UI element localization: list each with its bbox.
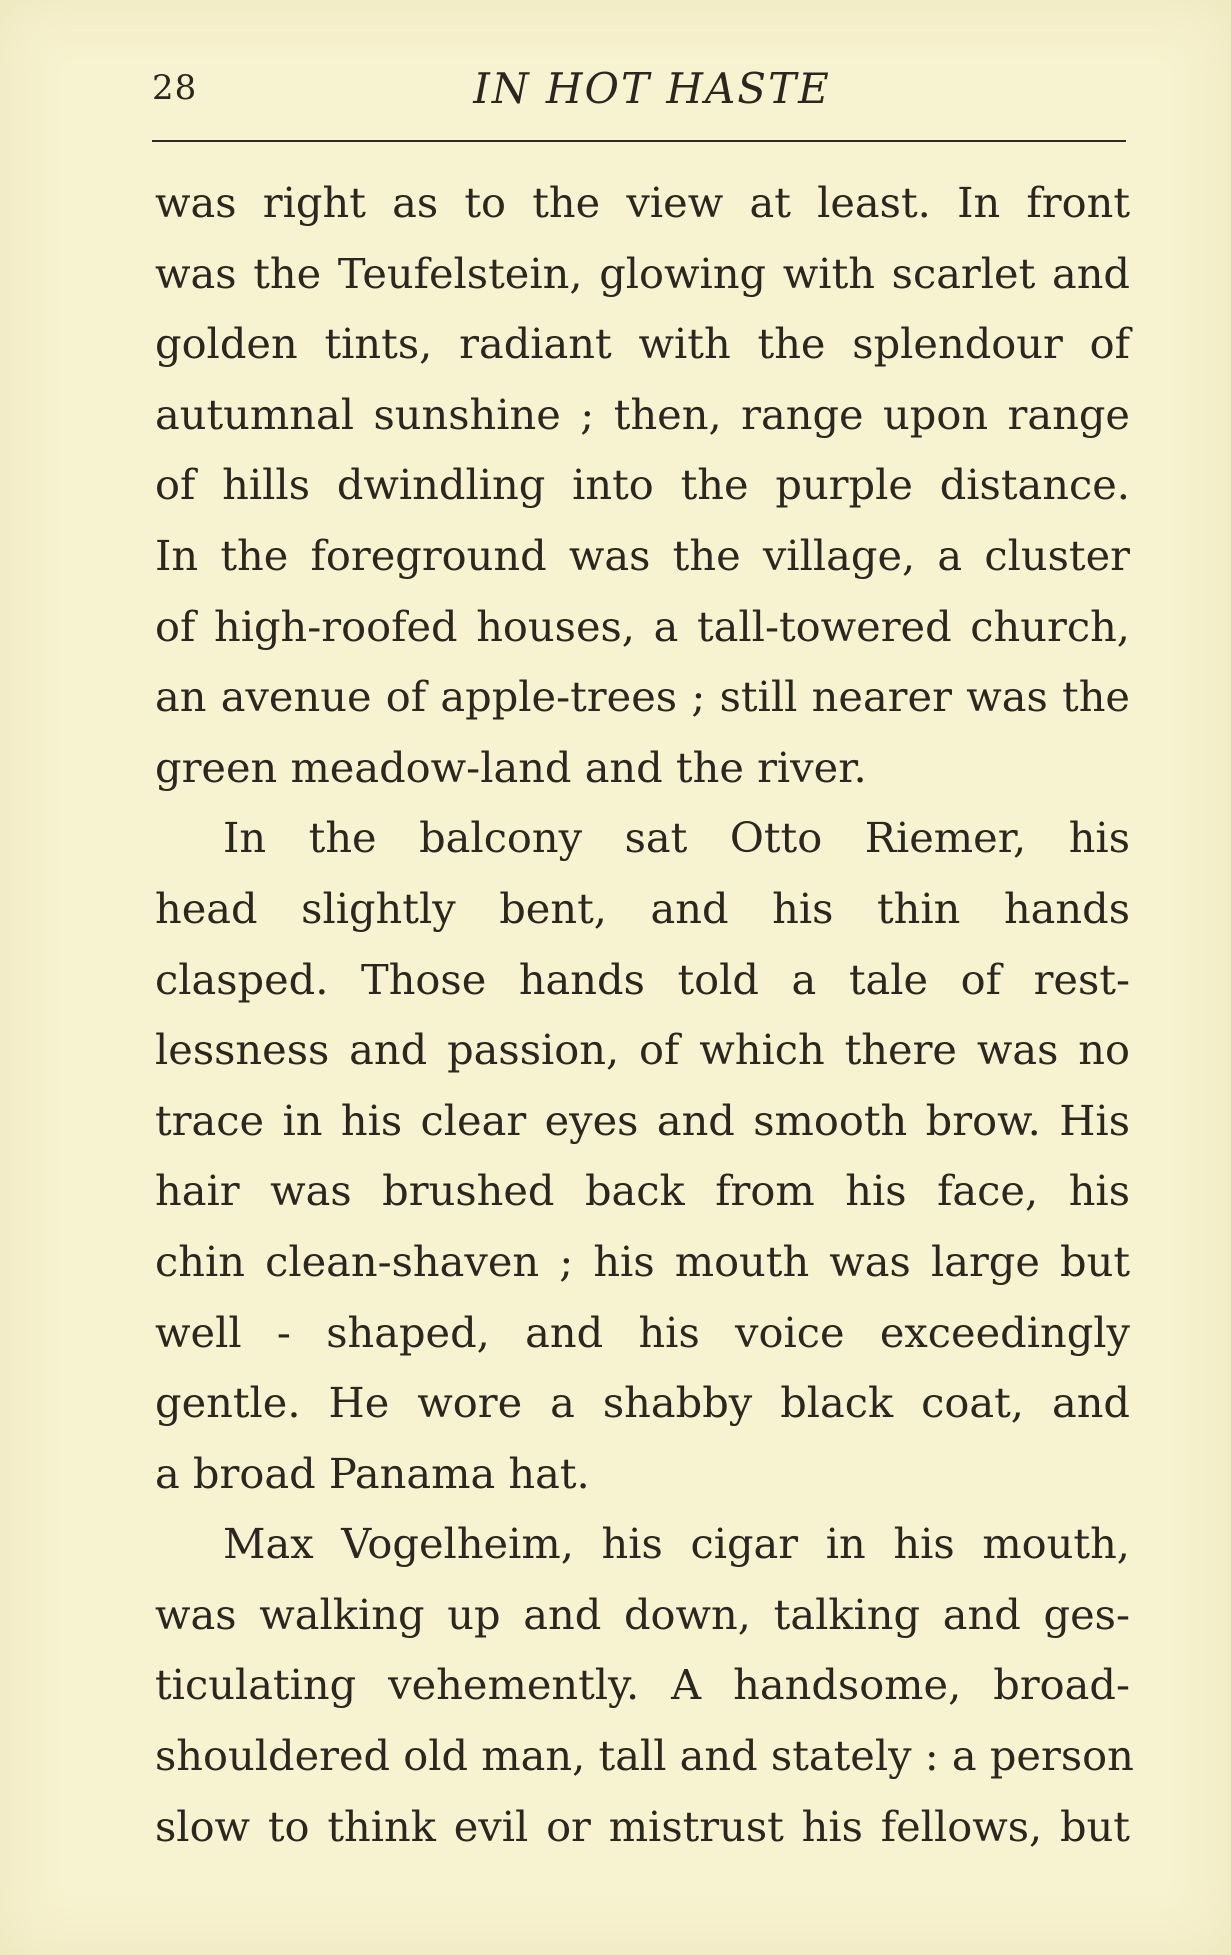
running-title: IN HOT HASTE	[473, 64, 831, 113]
text-line: green meadow-land and the river.	[155, 742, 867, 792]
text-line: was the Teufelstein, glowing with scarlet and	[155, 248, 1130, 298]
page-header	[152, 62, 1124, 122]
text-line: well - shaped, and his voice exceedingly	[155, 1307, 1130, 1357]
text-line: shouldered old man, tall and stately : a person	[155, 1731, 1134, 1781]
text-line: clasped. Those hands told a tale of rest-	[155, 954, 1130, 1004]
text-line: of hills dwindling into the purple distance.	[155, 460, 1130, 510]
text-line: was right as to the view at least. In front	[155, 178, 1130, 227]
text-line: lessness and passion, of which there was no	[155, 1025, 1130, 1075]
header-rule	[152, 140, 1126, 142]
text-line: hair was brushed back from his face, his	[155, 1166, 1130, 1216]
text-line: ticulating vehemently. A handsome, broad-	[155, 1660, 1130, 1710]
text-line: chin clean-shaven ; his mouth was large but	[155, 1236, 1130, 1286]
text-line: an avenue of apple-trees ; still nearer was the	[155, 672, 1130, 722]
body-text	[155, 168, 1134, 1862]
text-line: Max Vogelheim, his cigar in his mouth,	[223, 1519, 1130, 1569]
text-line: In the balcony sat Otto Riemer, his	[223, 813, 1130, 863]
page-number: 28	[152, 68, 198, 108]
text-line: trace in his clear eyes and smooth brow. His	[155, 1095, 1130, 1145]
text-line: a broad Panama hat.	[155, 1448, 590, 1498]
text-line: slow to think evil or mistrust his fellows, but	[155, 1801, 1130, 1851]
text-line: head slightly bent, and his thin hands	[155, 883, 1130, 933]
text-line: was walking up and down, talking and ges-	[155, 1589, 1130, 1639]
text-line: autumnal sunshine ; then, range upon range	[155, 389, 1130, 439]
text-line: In the foreground was the village, a cluster	[155, 530, 1130, 580]
text-line: golden tints, radiant with the splendour of	[155, 319, 1130, 369]
text-line: gentle. He wore a shabby black coat, and	[155, 1378, 1130, 1428]
text-line: of high-roofed houses, a tall-towered church,	[155, 601, 1130, 651]
